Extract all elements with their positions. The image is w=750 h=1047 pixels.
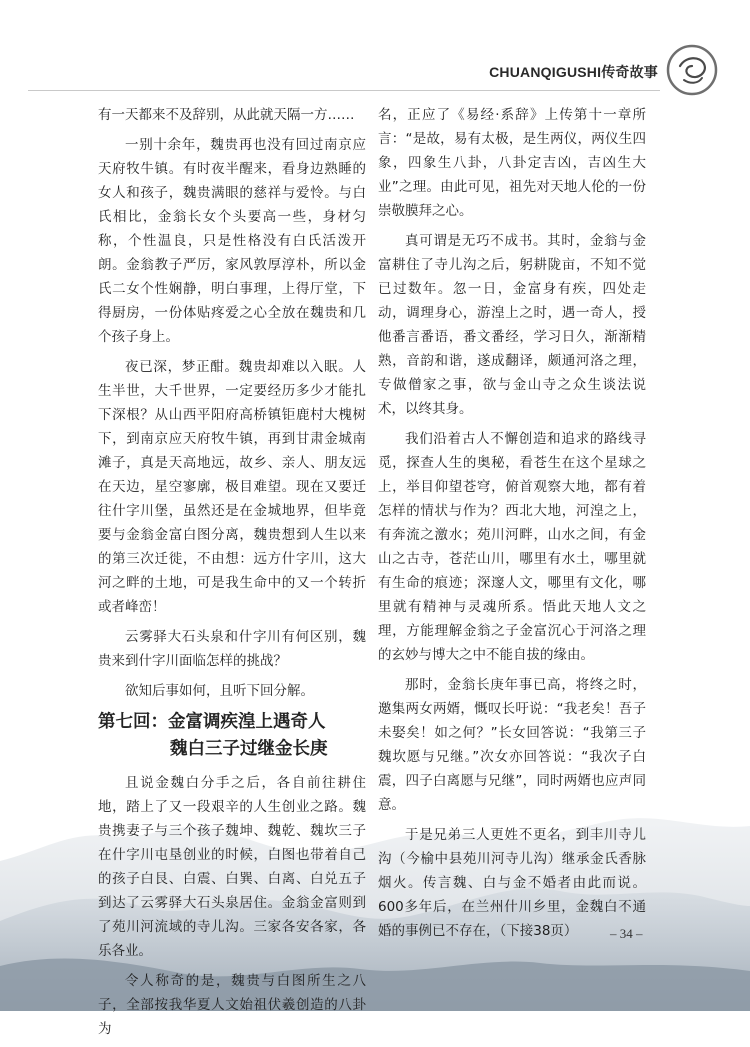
magazine-logo-icon xyxy=(664,42,720,98)
chapter-title-line2: 魏白三子过继金长庚 xyxy=(170,739,328,759)
header-divider xyxy=(28,90,660,91)
chapter-heading xyxy=(98,709,366,763)
paragraph: 令人称奇的是，魏贵与白图所生之八子，全部按我华夏人文始祖伏羲创造的八卦为 xyxy=(98,973,366,1037)
chapter-title-line1: 第七回：金富调疾湟上遇奇人 xyxy=(98,712,326,732)
paragraph: 一别十余年，魏贵再也没有回过南京应天府牧牛镇。有时夜半醒来，看身边熟睡的女人和孩子，魏贵满眼的慈祥与爱怜。与白氏相比，金翁长女个头要高一些，身材匀称，个性温良，只是性格没有白氏活泼开朗。金翁教子严厉，家风敦厚淳朴，所以金氏二女个性娴静，明白事理，上得厅堂，下得厨房，一份体贴疼爱之心全放在魏贵和几个孩子身上。 xyxy=(98,137,366,345)
left-text-column xyxy=(98,103,366,1047)
magazine-section-title: CHUANQIGUSHI传奇故事 xyxy=(489,64,658,80)
paragraph: 云雾驿大石头泉和什字川有何区别，魏贵来到什字川面临怎样的挑战？ xyxy=(98,629,366,669)
right-text-column xyxy=(378,103,646,949)
page-number: – 34 – xyxy=(610,926,643,941)
paragraph: 且说金魏白分手之后，各自前往耕住地，踏上了又一段艰辛的人生创业之路。魏贵携妻子与三个孩子魏坤、魏乾、魏坎三子在什字川屯垦创业的时候，白图也带着自己的孩子白艮、白震、白巽、白离、白兑五子到达了云雾驿大石头泉居住。金翁金富则到了苑川河流域的寺儿沟。三家各安各家，各乐各业。 xyxy=(98,775,366,959)
paragraph: 名，正应了《易经·系辞》上传第十一章所言：“是故，易有太极，是生两仪，两仪生四象，四象生八卦，八卦定吉凶，吉凶生大业”之理。由此可见，祖先对天地人伦的一份崇敬膜拜之心。 xyxy=(378,107,646,219)
paragraph: 于是兄弟三人更姓不更名，到丰川寺儿沟（今榆中县苑川河寺儿沟）继承金氏香脉烟火。传言魏、白与金不婚者由此而说。600多年后，在兰州什川乡里，金魏白不通婚的事例已不存在，（下接38页） xyxy=(378,827,646,939)
paragraph: 夜已深，梦正酣。魏贵却难以入眠。人生半世，大千世界，一定要经历多少才能扎下深根？从山西平阳府高桥镇钜鹿村大槐树下，到南京应天府牧牛镇，再到甘肃金城南滩子，真是天高地远，故乡、亲人、朋友远在天边，星空寥廓，极目难望。现在又要迁往什字川堡，虽然还是在金城地界，但毕竟要与金翁金富白图分离，魏贵想到人生以来的第三次迁徙，不由想：远方什字川，这大河之畔的土地，可是我生命中的又一个转折或者峰峦！ xyxy=(98,359,366,615)
paragraph: 有一天都来不及辞别，从此就天隔一方…… xyxy=(98,107,355,123)
paragraph: 欲知后事如何，且听下回分解。 xyxy=(125,683,314,699)
paragraph: 真可谓是无巧不成书。其时，金翁与金富耕住了寺儿沟之后，躬耕陇亩，不知不觉已过数年。忽一日，金富身有疾，四处走动，调理身心，游湟上之时，遇一奇人，授他番言番语，番文番经，学习日久，渐渐精熟，音韵和谐，遂成翻译，颇通河洛之理，专做僧家之事，欲与金山寺之众生谈法说术，以终其身。 xyxy=(378,233,646,417)
paragraph: 我们沿着古人不懈创造和追求的路线寻觅，探查人生的奥秘，看苍生在这个星球之上，举目仰望苍穹，俯首观察大地，都有着怎样的情状与作为？西北大地，河湟之上，有奔流之激水；苑川河畔，山水之间，有金山之古寺，苍茫山川，哪里有水土，哪里就有生命的痕迹；深邃人文，哪里有文化，哪里就有精神与灵魂所系。悟此天地人文之理，方能理解金翁之子金富沉心于河洛之理的玄妙与博大之中不能自拔的缘由。 xyxy=(378,431,646,663)
paragraph: 那时，金翁长庚年事已高，将终之时，邀集两女两婿，慨叹长吁说：“我老矣！吾子未娶矣！如之何？”长女回答说：“我第三子魏坎愿与兄继。”次女亦回答说：“我次子白震，四子白离愿与兄继”，同时两婿也应声同意。 xyxy=(378,677,646,813)
